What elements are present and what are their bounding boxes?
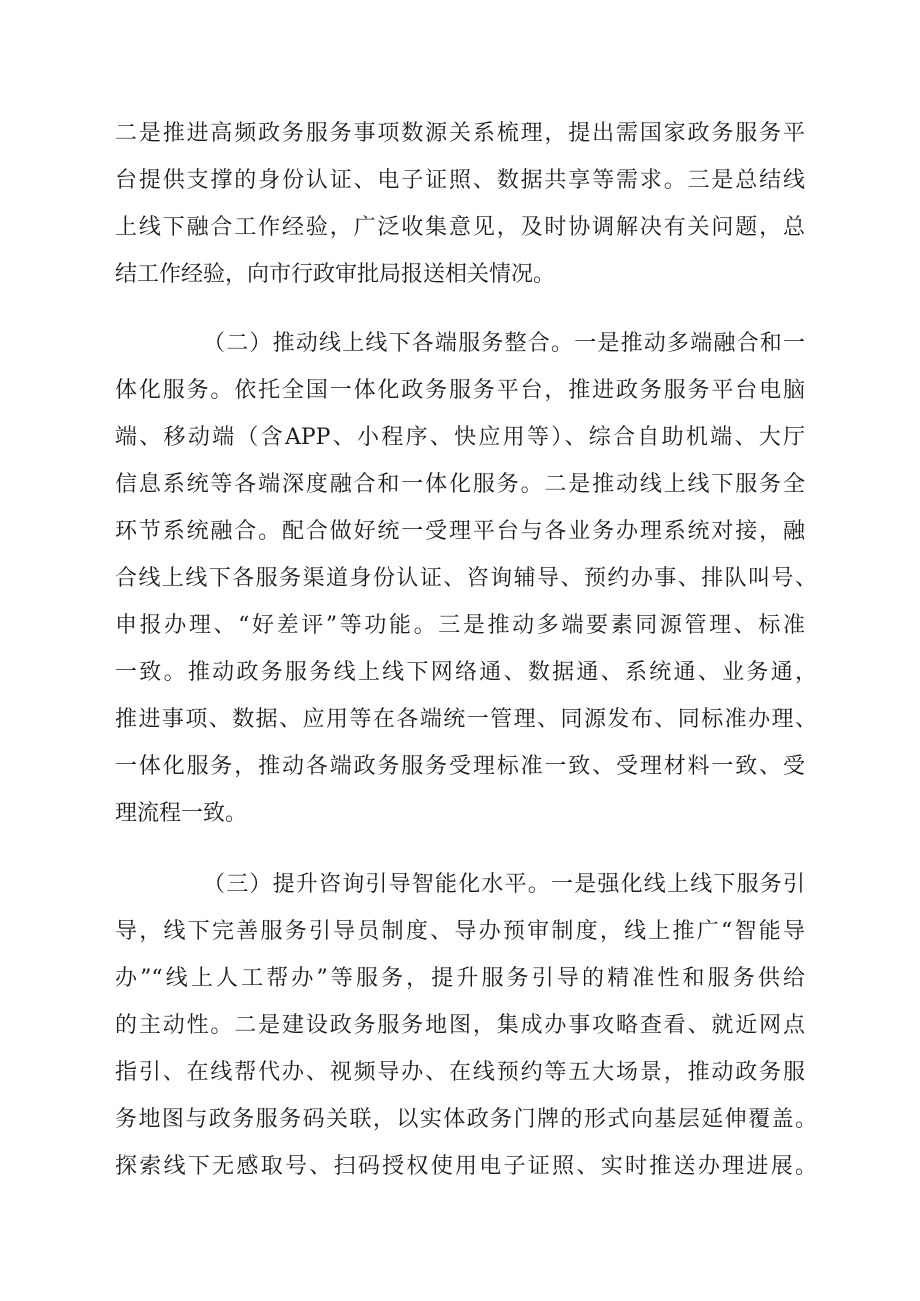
text-line: 端、移动端（含APP、小程序、快应用等）、综合自助机端、大厅 bbox=[115, 425, 805, 450]
text-line: 导，线下完善服务引导员制度、导办预审制度，线上推广“智能导 bbox=[115, 919, 805, 944]
text-line: 合线上线下各服务渠道身份认证、咨询辅导、预约办事、排队叫号、 bbox=[115, 566, 817, 591]
text-line: 探索线下无感取号、扫码授权使用电子证照、实时推送办理进展。 bbox=[115, 1154, 817, 1179]
text-line: 台提供支撑的身份认证、电子证照、数据共享等需求。三是总结线 bbox=[115, 168, 805, 193]
text-line: 指引、在线帮代办、视频导办、在线预约等五大场景，推动政务服 bbox=[115, 1060, 805, 1085]
text-line: 理流程一致。 bbox=[115, 801, 248, 826]
text-line: 申报办理、“好差评”等功能。三是推动多端要素同源管理、标准 bbox=[115, 613, 805, 638]
text-line: 一致。推动政务服务线上线下网络通、数据通、系统通、业务通， bbox=[115, 660, 817, 685]
text-line: 二是推进高频政务服务事项数源关系梳理，提出需国家政务服务平 bbox=[115, 121, 805, 146]
section-heading-line: （三）提升咨询引导智能化水平。一是强化线上线下服务引 bbox=[203, 872, 805, 897]
text-line: 体化服务。依托全国一体化政务服务平台，推进政务服务平台电脑 bbox=[115, 378, 805, 403]
text-line: 办”“线上人工帮办”等服务，提升服务引导的精准性和服务供给 bbox=[115, 966, 805, 991]
text-line: 环节系统融合。配合做好统一受理平台与各业务办理系统对接，融 bbox=[115, 519, 805, 544]
text-line: 一体化服务，推动各端政务服务受理标准一致、受理材料一致、受 bbox=[115, 754, 805, 779]
text-line: 的主动性。二是建设政务服务地图，集成办事攻略查看、就近网点 bbox=[115, 1013, 805, 1038]
text-line: 信息系统等各端深度融合和一体化服务。二是推动线上线下服务全 bbox=[115, 472, 805, 497]
text-line: 务地图与政务服务码关联，以实体政务门牌的形式向基层延伸覆盖。 bbox=[115, 1107, 817, 1132]
section-heading-line: （二）推动线上线下各端服务整合。一是推动多端融合和一 bbox=[203, 331, 805, 356]
text-line: 推进事项、数据、应用等在各端统一管理、同源发布、同标准办理、 bbox=[115, 707, 817, 732]
text-line: 结工作经验，向市行政审批局报送相关情况。 bbox=[115, 262, 556, 287]
text-line: 上线下融合工作经验，广泛收集意见，及时协调解决有关问题，总 bbox=[115, 215, 805, 240]
